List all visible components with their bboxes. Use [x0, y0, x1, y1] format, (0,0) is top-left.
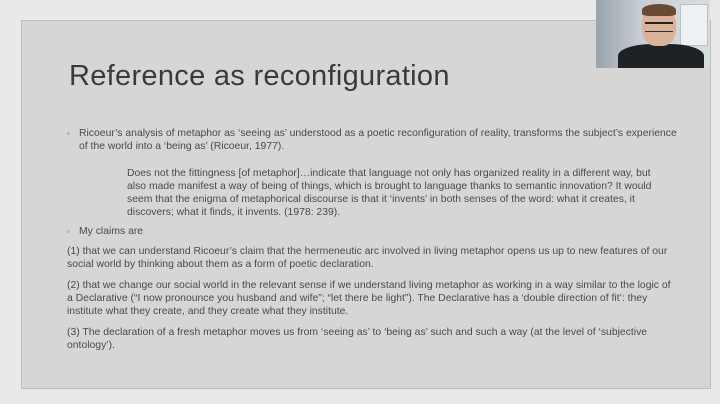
claim-3: (3) The declaration of a fresh metaphor moves us from ‘seeing as’ to ‘being as’ such and such a way (at the level of ‘subjective ontology’). — [67, 327, 648, 351]
presentation-slide — [21, 20, 711, 389]
bullet-item — [67, 225, 679, 238]
block-quote: Does not the fittingness [of metaphor]…indicate that language not only has organized reality in a different way, but also made manifest a way of being of things, which is brought to language thanks to semantic innovation? It would seem that the enigma of metaphorical discourse is that it ‘invents’ in both senses of the word: what it creates, it discovers; what it finds, it invents. (1978: 239). — [127, 168, 652, 218]
webcam-window — [680, 4, 708, 46]
presenter-glasses — [645, 22, 673, 32]
bullet-icon: ◦ — [67, 129, 70, 138]
presenter-body — [618, 44, 704, 68]
bullet-text: Ricoeur’s analysis of metaphor as ‘seeing as’ understood as a poetic reconfiguration of reality, transforms the subject’s experience of the world into a ‘being as’ (Ricoeur, 1977). — [79, 128, 677, 152]
bullet-item — [67, 127, 679, 153]
bullet-text: My claims are — [79, 226, 144, 237]
claim-1: (1) that we can understand Ricoeur’s claim that the hermeneutic arc involved in living metaphor opens us up to new features of our social world by thinking about them as a form of poetic declaration. — [67, 246, 668, 270]
bullet-icon: ◦ — [67, 227, 70, 236]
presenter-hair — [642, 4, 676, 16]
slide-title: Reference as reconfiguration — [69, 60, 450, 92]
claim-2: (2) that we change our social world in the relevant sense if we understand living metaphor as working in a way similar to the logic of a Declarative (“I now pronounce you husband and wife”; “let there be light”). The Declarative has a ‘double direction of fit’: they institute what they create, and they create what they institute. — [67, 280, 671, 317]
slide-content — [67, 127, 679, 360]
webcam-video — [596, 0, 710, 68]
